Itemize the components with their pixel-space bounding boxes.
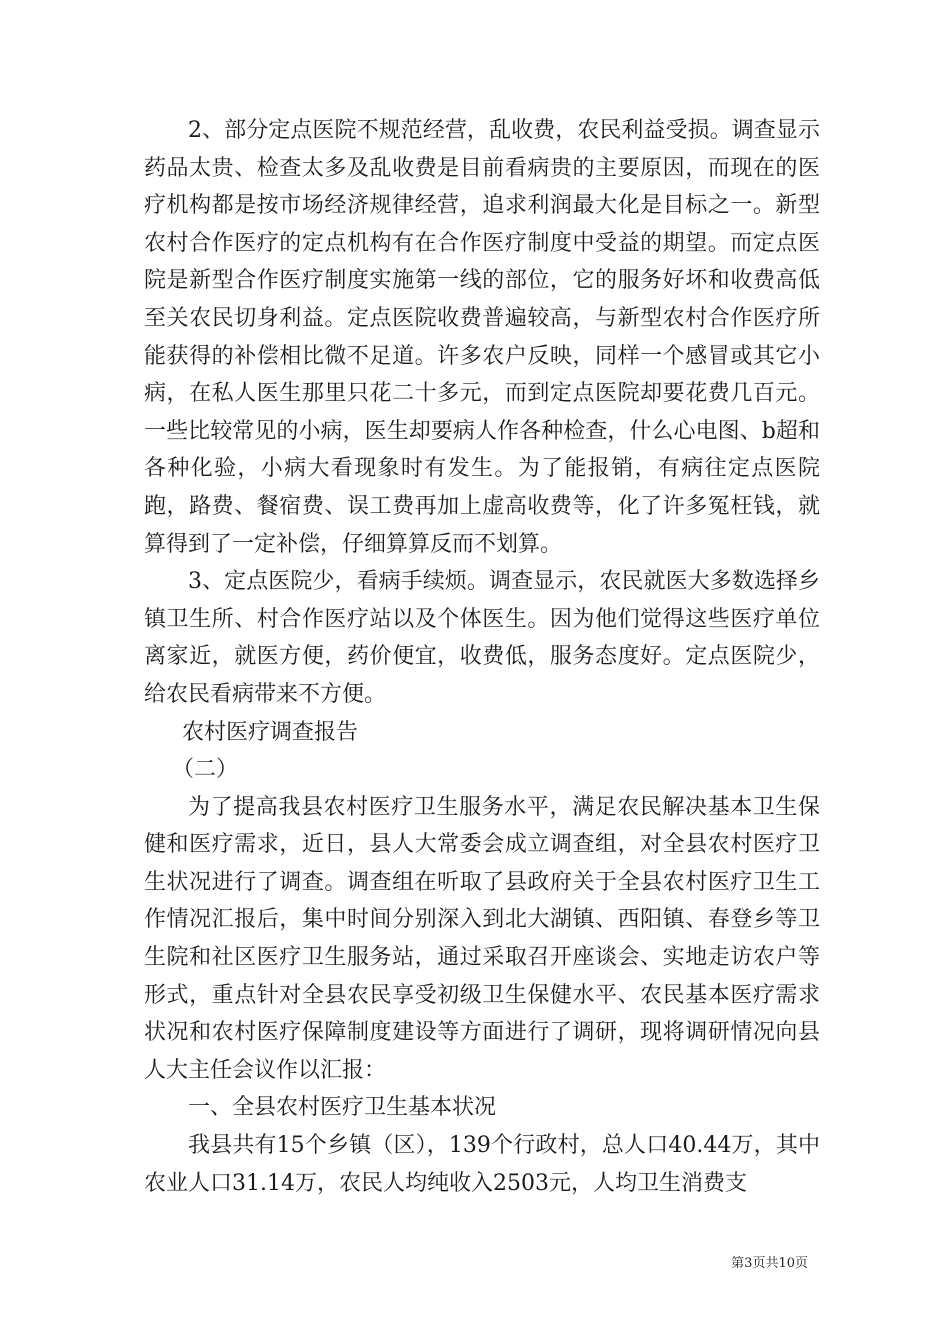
section-heading: 一、全县农村医疗卫生基本状况 (188, 1095, 497, 1121)
paragraph-intro: 为了提高我县农村医疗卫生服务水平，满足农民解决基本卫生保健和医疗需求，近日，县人大常委会成立调查组，对全县农村医疗卫生状况进行了调查。调查组在听取了县政府关于全县农村医疗卫生工作情况汇报后，集中时间分别深入到北大湖镇、西阳镇、春登乡等卫生院和社区医疗卫生服务站，通过采取召开座谈会、实地走访农户等形式，重点针对全县农民享受初级卫生保健水平、农民基本医疗需求状况和农村医疗保障制度建设等方面进行了调研，现将调研情况向县人大主任会议作以汇报： (144, 794, 820, 1083)
report-subtitle: （二） (172, 757, 239, 783)
document-body (144, 112, 820, 1202)
paragraph-item-2: 2、部分定点医院不规范经营，乱收费，农民利益受损。调查显示药品太贵、检查太多及乱收费是目前看病贵的主要原因，而现在的医疗机构都是按市场经济规律经营，追求利润最大化是目标之一。新型农村合作医疗的定点机构有在合作医疗制度中受益的期望。而定点医院是新型合作医疗制度实施第一线的部位，它的服务好坏和收费高低至关农民切身利益。定点医院收费普遍较高，与新型农村合作医疗所能获得的补偿相比微不足道。许多农户反映，同样一个感冒或其它小病，在私人医生那里只花二十多元，而到定点医院却要花费几百元。一些比较常见的小病，医生却要病人作各种检查，什么心电图、b超和各种化验，小病大看现象时有发生。为了能报销，有病往定点医院跑，路费、餐宿费、误工费再加上虚高收费等，化了许多冤枉钱，就算得到了一定补偿，仔细算算反而不划算。 (144, 118, 820, 557)
report-title: 农村医疗调查报告 (182, 719, 359, 745)
page-number: 第3页共10页 (731, 1256, 808, 1271)
paragraph-statistics: 我县共有15个乡镇（区），139个行政村，总人口40.44万，其中农业人口31.14万，农民人均纯收入2503元，人均卫生消费支 (144, 1133, 820, 1196)
paragraph-item-3: 3、定点医院少，看病手续烦。调查显示，农民就医大多数选择乡镇卫生所、村合作医疗站以及个体医生。因为他们觉得这些医疗单位离家近，就医方便，药价便宜，收费低，服务态度好。定点医院少，给农民看病带来不方便。 (144, 569, 820, 707)
